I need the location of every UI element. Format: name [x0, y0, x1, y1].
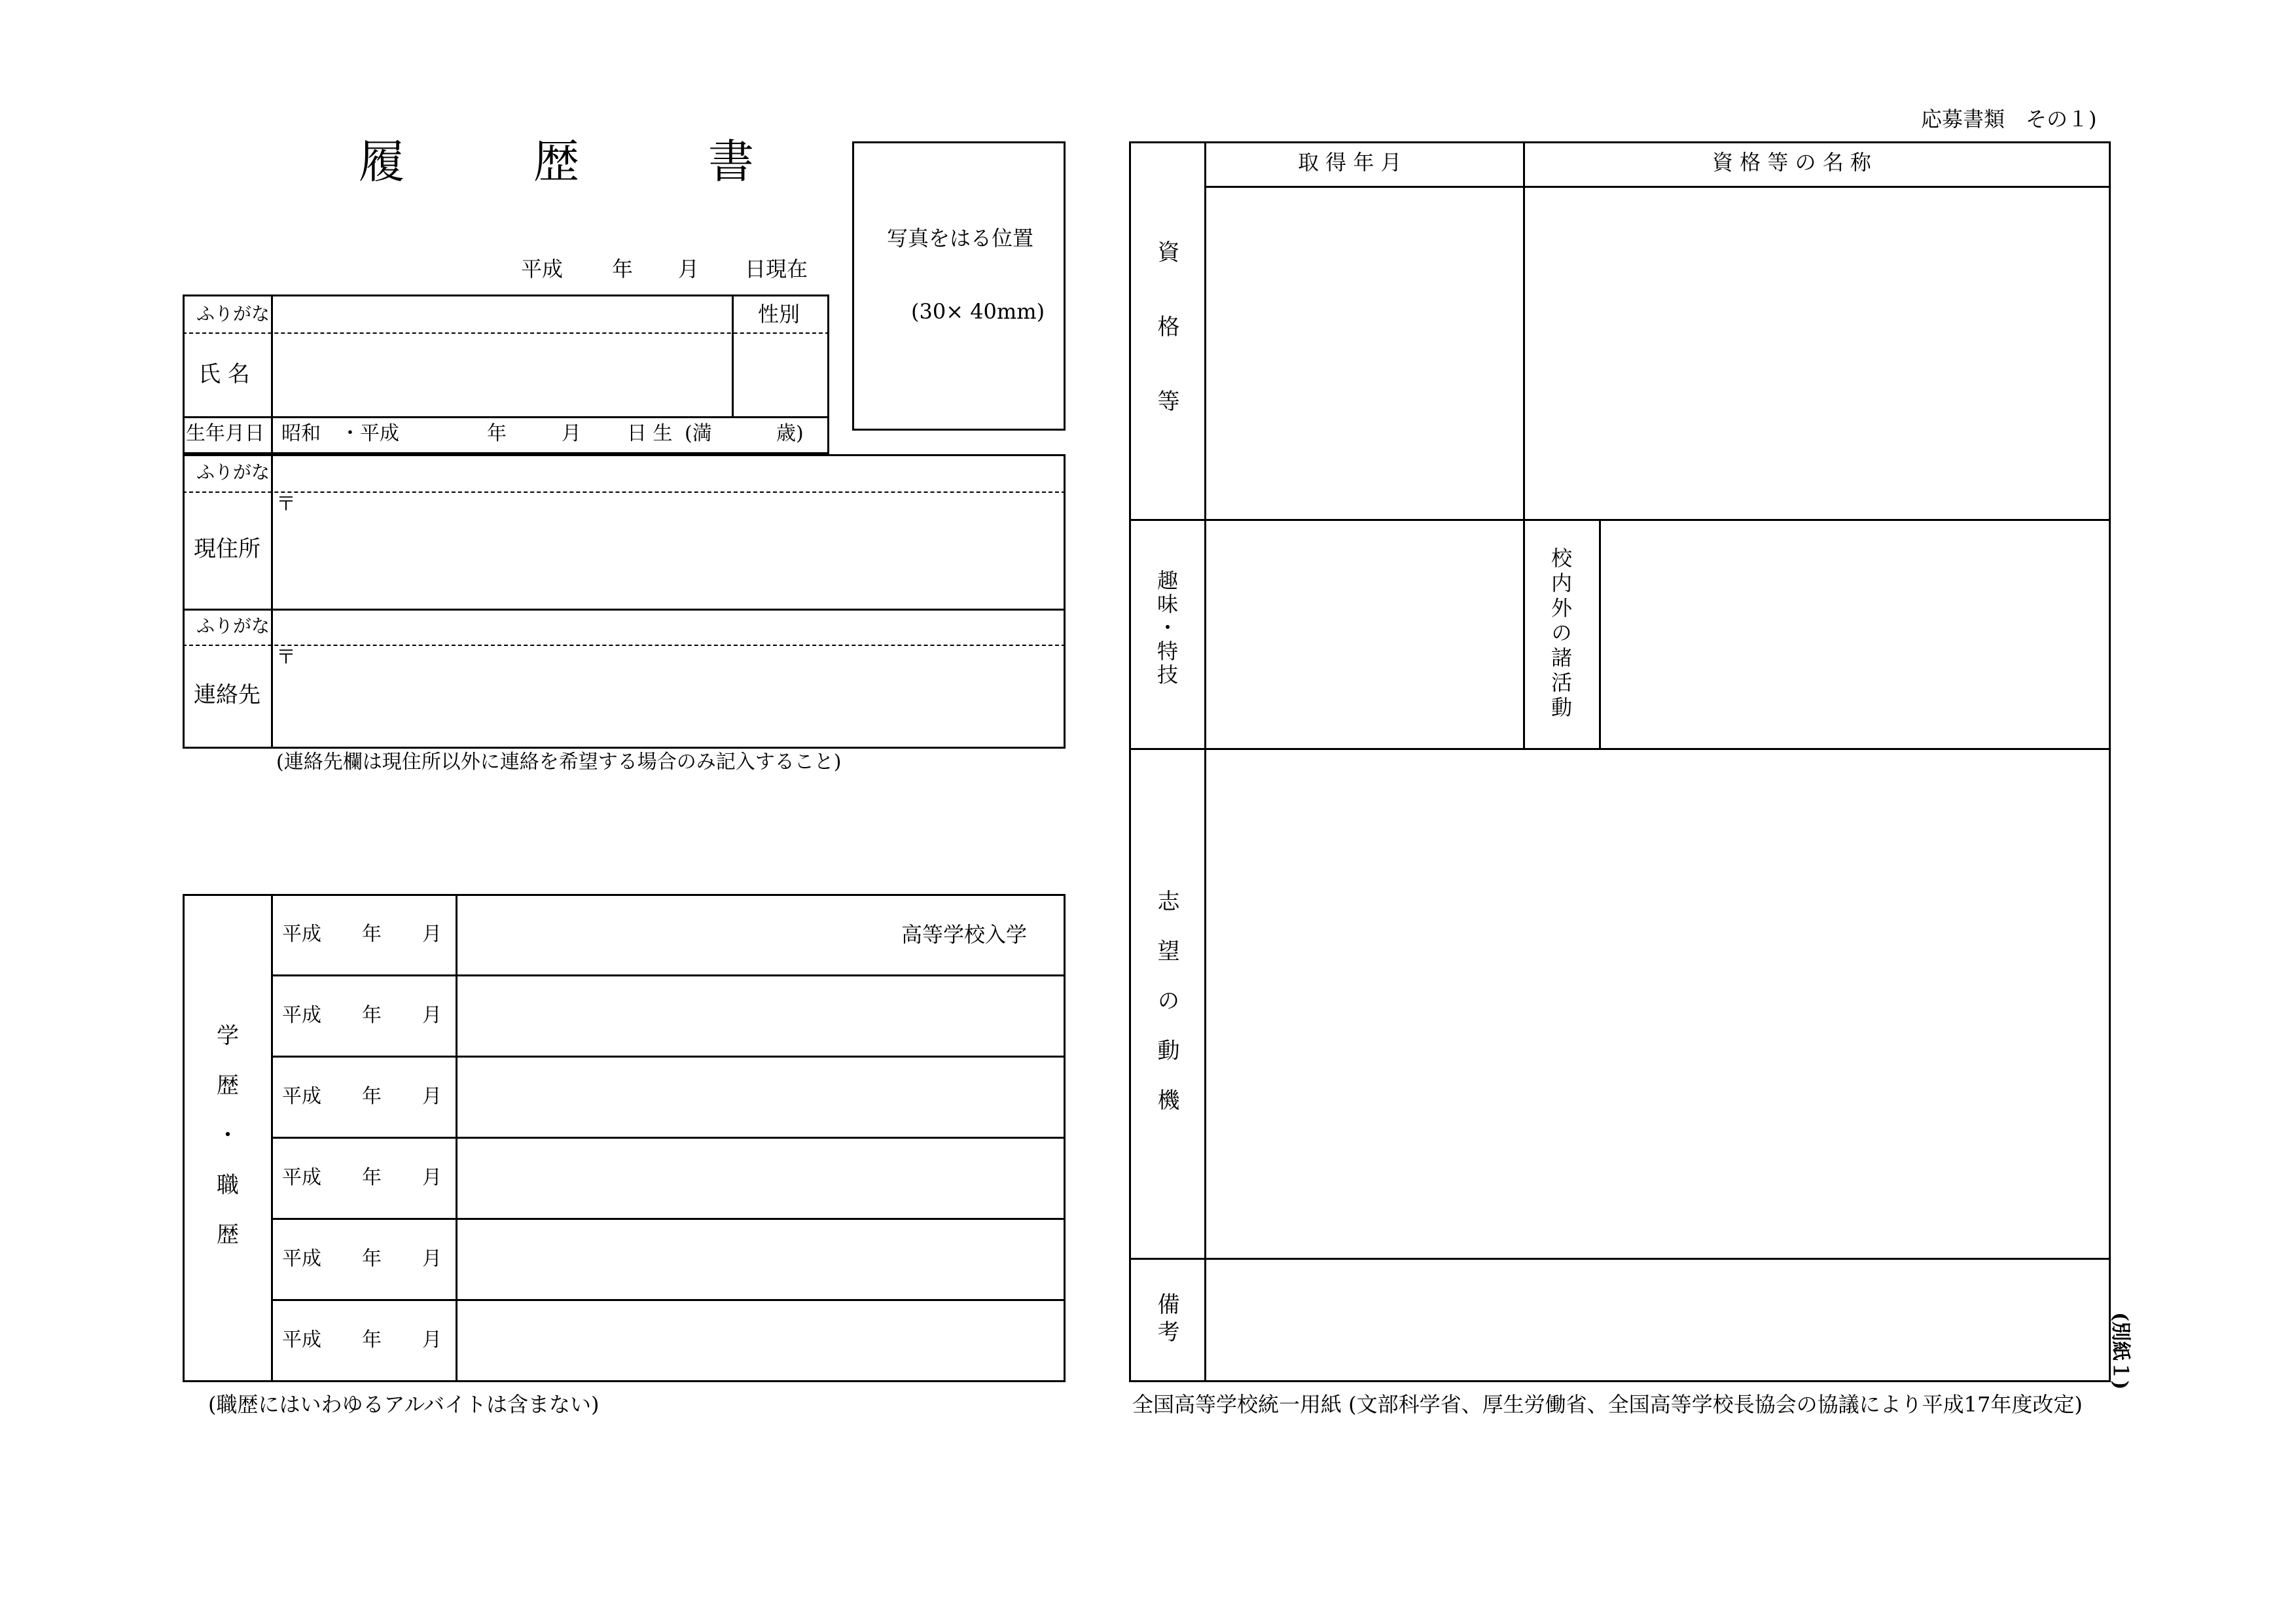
photo-label: 写真をはる位置: [887, 226, 1034, 251]
history-row[interactable]: [273, 1221, 1064, 1298]
address-furigana-label: ふりがな: [196, 461, 270, 483]
hobbies-col-divider: [1523, 519, 1525, 748]
qual-header-line: [1204, 186, 2111, 188]
birth-label: 生年月日: [186, 422, 264, 445]
remarks-field[interactable]: [1208, 1262, 2109, 1380]
contact-postal-mark: 〒: [276, 646, 296, 669]
contact-label: 連絡先: [194, 682, 260, 708]
qual-bottom-line: [1129, 519, 2111, 521]
history-year: 年: [362, 1166, 382, 1189]
history-row[interactable]: [273, 1139, 1064, 1217]
history-row[interactable]: [273, 896, 1064, 973]
address-postal-mark: 〒: [276, 493, 296, 516]
birth-era-options: 昭和 ・平成: [281, 422, 399, 445]
birth-day: 日 生: [627, 422, 673, 445]
history-label-char: 学: [217, 1023, 239, 1049]
hobbies-bottom-line: [1129, 748, 2111, 750]
date-month: 月: [678, 257, 700, 281]
history-year: 年: [362, 1085, 382, 1108]
furigana-dashed-line: [183, 332, 829, 334]
history-year: 年: [362, 1247, 382, 1270]
title-char-2: 歴: [533, 135, 579, 188]
qual-col-date: 取 得 年 月: [1298, 150, 1402, 175]
date-day: 日現在: [745, 257, 808, 281]
right-label-divider: [1204, 141, 1206, 1382]
qual-date-field[interactable]: [1208, 190, 1521, 517]
history-month: 月: [422, 1085, 442, 1108]
qual-section-label: 資格等: [1153, 240, 1179, 464]
motivation-bottom-line: [1129, 1258, 2111, 1260]
furigana-field[interactable]: [275, 298, 729, 330]
qual-col-divider: [1523, 141, 1525, 519]
history-row-line: [271, 974, 1066, 976]
history-label-char: 職: [217, 1172, 239, 1198]
history-year: 年: [362, 923, 382, 946]
history-month: 月: [422, 1166, 442, 1189]
history-era: 平成: [282, 1004, 321, 1027]
side-tag: [2104, 1312, 2130, 1404]
side-tag-text: (別紙１): [2109, 1312, 2132, 1390]
history-month: 月: [422, 1004, 442, 1027]
birth-top-line: [183, 416, 829, 418]
contact-furigana-field[interactable]: [275, 612, 1063, 643]
age-close: 歳): [776, 422, 804, 445]
history-label-char: 歴: [217, 1222, 239, 1248]
history-month: 月: [422, 1247, 442, 1270]
history-label-char: ・: [217, 1122, 239, 1149]
history-era: 平成: [282, 1329, 321, 1351]
activities-field[interactable]: [1603, 523, 2109, 746]
current-address-label: 現住所: [194, 536, 260, 562]
doc-tag: 応募書類 その１): [1921, 107, 2097, 132]
history-row-line: [271, 1056, 1066, 1058]
personal-label-divider: [271, 294, 273, 454]
history-year: 年: [362, 1004, 382, 1027]
gender-field[interactable]: [736, 335, 827, 415]
history-label-char: 歴: [217, 1073, 239, 1099]
current-address-field[interactable]: [275, 495, 1063, 606]
motivation-label: 志望の動機: [1153, 889, 1179, 1138]
address-furigana-field[interactable]: [275, 457, 1063, 490]
history-month: 月: [422, 1329, 442, 1351]
address-label-divider: [271, 454, 273, 749]
remarks-label: 備考: [1153, 1293, 1179, 1347]
photo-box[interactable]: [852, 141, 1066, 431]
history-month: 月: [422, 923, 442, 946]
qual-col-name: 資 格 等 の 名 称: [1712, 150, 1871, 175]
history-row-line: [271, 1137, 1066, 1139]
history-row[interactable]: [273, 977, 1064, 1054]
history-row-line: [271, 1299, 1066, 1301]
photo-size: (30× 40mm): [911, 299, 1045, 324]
footer-note: 全国高等学校統一用紙 (文部科学省、厚生労働省、全国高等学校長協会の協議により平成17年度改定): [1132, 1392, 2083, 1417]
hobbies-label: 趣味・特技: [1154, 569, 1179, 687]
motivation-field[interactable]: [1208, 752, 2109, 1256]
activities-label: 校内外の諸活動: [1548, 547, 1573, 721]
contact-note: (連絡先欄は現住所以外に連絡を希望する場合のみ記入すること): [276, 751, 842, 774]
history-era: 平成: [282, 1247, 321, 1270]
qual-name-field[interactable]: [1527, 190, 2109, 517]
contact-furigana-label: ふりがな: [196, 615, 270, 637]
history-row[interactable]: [273, 1302, 1064, 1380]
date-era: 平成: [521, 257, 564, 281]
birth-date-field[interactable]: [275, 419, 825, 452]
history-row[interactable]: [273, 1058, 1064, 1135]
history-note: (職歴にはいわゆるアルバイトは含まない): [208, 1392, 600, 1417]
hobbies-field[interactable]: [1208, 523, 1521, 746]
date-year: 年: [612, 257, 634, 281]
name-field[interactable]: [275, 335, 729, 415]
history-era: 平成: [282, 1085, 321, 1108]
birth-year: 年: [487, 422, 507, 445]
history-year: 年: [362, 1329, 382, 1351]
contact-address-field[interactable]: [275, 648, 1063, 746]
furigana-label: ふりがな: [196, 303, 270, 325]
name-label: 氏 名: [198, 361, 250, 387]
history-row-line: [271, 1218, 1066, 1220]
gender-divider: [732, 294, 734, 418]
activities-label-divider: [1599, 519, 1601, 748]
age-open: (満: [685, 422, 712, 445]
history-content: 高等学校入学: [901, 922, 1028, 947]
gender-label: 性別: [758, 302, 800, 327]
title-char-1: 履: [359, 135, 404, 188]
history-era: 平成: [282, 1166, 321, 1189]
contact-furigana-dashed: [183, 645, 1066, 646]
address-furigana-dashed: [183, 491, 1066, 493]
title-char-3: 書: [708, 135, 754, 188]
birth-month: 月: [562, 422, 581, 445]
history-era: 平成: [282, 923, 321, 946]
contact-top-line: [183, 609, 1066, 611]
